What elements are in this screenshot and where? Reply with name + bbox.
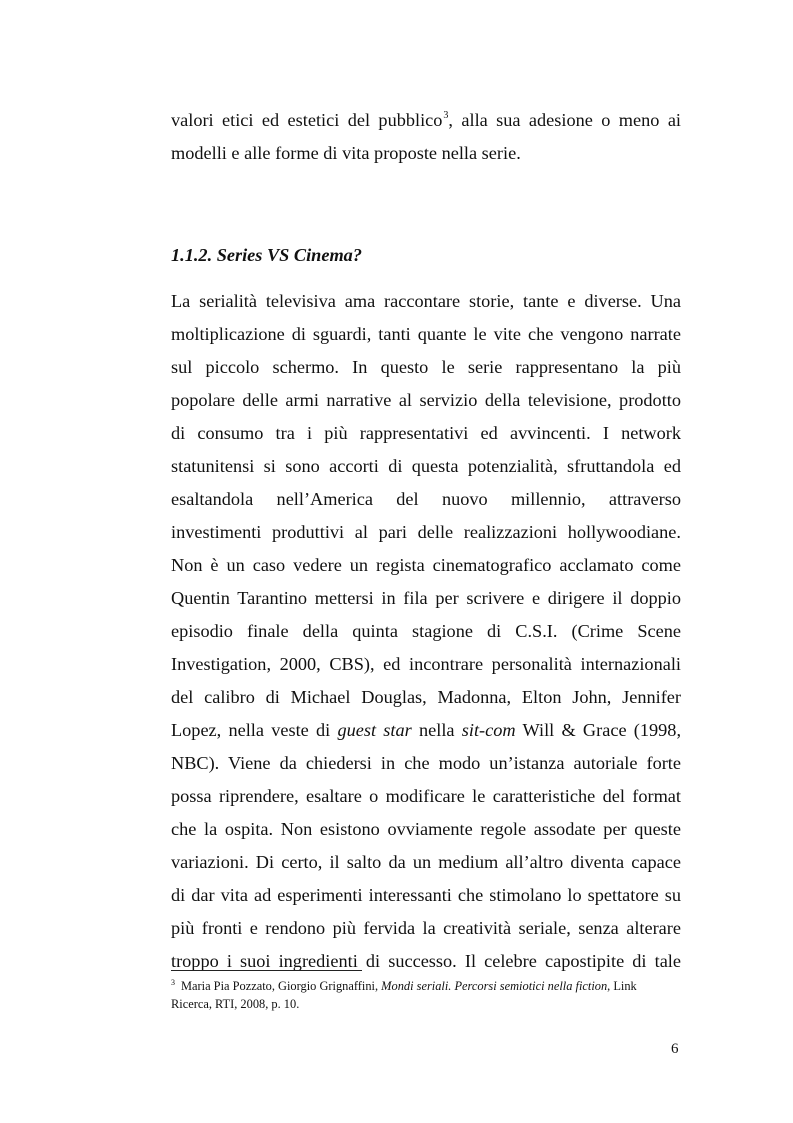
top-paragraph (171, 104, 681, 170)
body-paragraph (171, 285, 681, 978)
text-run: nella (411, 720, 462, 740)
paragraph-line: moltiplicazione di sguardi, tanti quante le vite che vengono narrate (171, 324, 681, 344)
paragraph-line: esaltandola nell’America del nuovo millennio, attraverso (171, 489, 681, 509)
paragraph-line: troppo i suoi ingredienti di successo. Il celebre capostipite di tale (171, 951, 681, 971)
paragraph-line: sul piccolo schermo. In questo le serie rappresentano la più (171, 357, 681, 377)
paragraph-line: Non è un caso vedere un regista cinematografico acclamato come (171, 555, 681, 575)
paragraph-line: modelli e alle forme di vita proposte nella serie. (171, 143, 521, 163)
paragraph-line (171, 104, 681, 137)
text-run: Ricerca, RTI, 2008, p. 10. (171, 997, 300, 1011)
paragraph-line: di consumo tra i più rappresentativi ed avvincenti. I network (171, 423, 681, 443)
paragraph-line: variazioni. Di certo, il salto da un medium all’altro diventa capace (171, 852, 681, 872)
paragraph-line: Investigation, 2000, CBS), ed incontrare personalità internazionali (171, 654, 681, 674)
footnote-separator (171, 970, 362, 971)
text-run: valori etici ed estetici del pubblico (171, 110, 443, 130)
footnote-reference[interactable]: 3 (443, 110, 449, 121)
paragraph-line: di dar vita ad esperimenti interessanti che stimolano lo spettatore su (171, 885, 681, 905)
footnote-number: 3 (171, 978, 175, 987)
paragraph-line: del calibro di Michael Douglas, Madonna, Elton John, Jennifer (171, 687, 681, 707)
paragraph-line: Quentin Tarantino mettersi in fila per scrivere e dirigere il doppio (171, 588, 681, 608)
paragraph-line: La serialità televisiva ama raccontare storie, tante e diverse. Una (171, 291, 681, 311)
page-number: 6 (671, 1041, 679, 1057)
footnote (171, 978, 681, 1012)
paragraph-line: investimenti produttivi al pari delle realizzazioni hollywoodiane. (171, 522, 681, 542)
paragraph-line: statunitensi si sono accorti di questa potenzialità, sfruttandola ed (171, 456, 681, 476)
italic-term: guest star (337, 720, 412, 740)
section-heading: 1.1.2. Series VS Cinema? (171, 245, 362, 265)
italic-title: Mondi seriali. Percorsi semiotici nella fiction (381, 979, 608, 993)
paragraph-line: che la ospita. Non esistono ovviamente regole assodate per queste (171, 819, 681, 839)
paragraph-line: episodio finale della quinta stagione di C.S.I. (Crime Scene (171, 621, 681, 641)
paragraph-line: NBC). Viene da chiedersi in che modo un’istanza autoriale forte (171, 753, 681, 773)
text-run: Will & Grace (1998, (515, 720, 682, 740)
text-run: Maria Pia Pozzato, Giorgio Grignaffini, (181, 979, 382, 993)
paragraph-line (171, 714, 681, 747)
italic-term: sit-com (461, 720, 516, 740)
text-run: , alla sua adesione o meno ai (448, 110, 682, 130)
text-run: Lopez, nella veste di (171, 720, 338, 740)
paragraph-line: possa riprendere, esaltare o modificare le caratteristiche del format (171, 786, 681, 806)
paragraph-line: popolare delle armi narrative al servizio della televisione, prodotto (171, 390, 681, 410)
paragraph-line: più fronti e rendono più fervida la creatività seriale, senza alterare (171, 918, 681, 938)
text-run: , Link (607, 979, 637, 993)
